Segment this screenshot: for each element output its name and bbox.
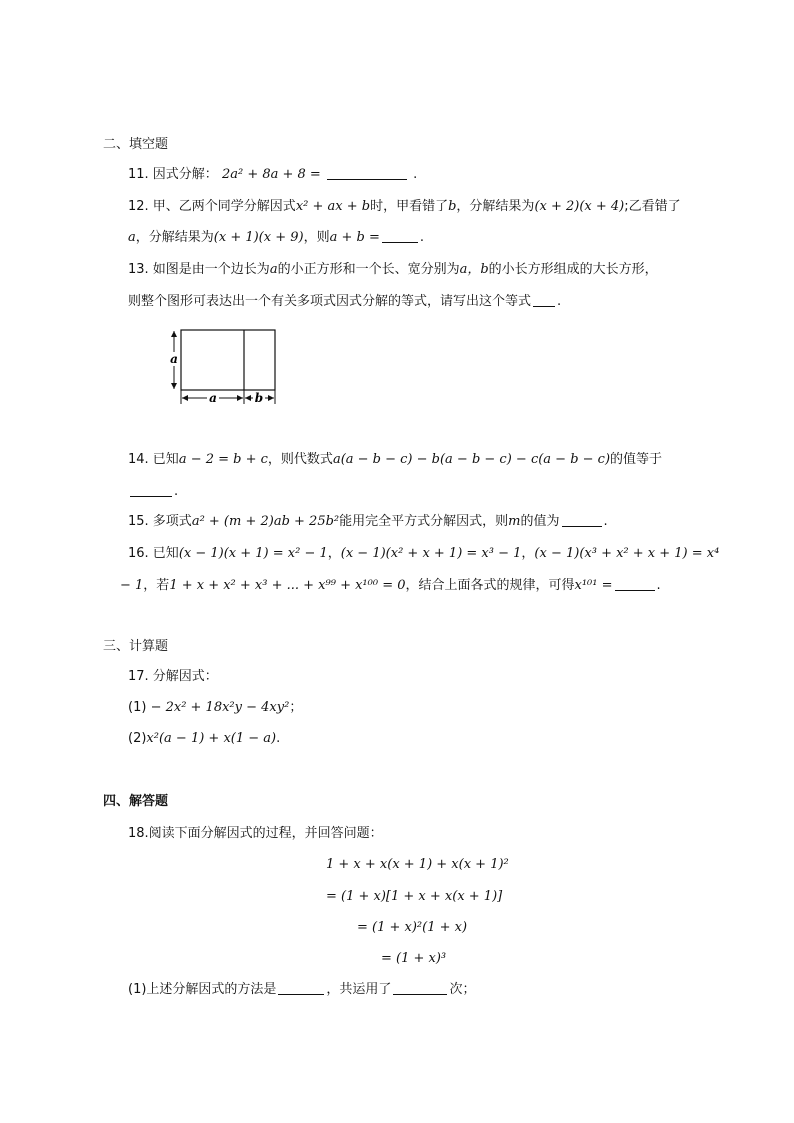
- q17-punctuation: ；: [289, 700, 303, 715]
- q15-text: 能用完全平方式分解因式，则: [339, 514, 509, 529]
- q12-result-b: (x + 1)(x + 9): [213, 230, 304, 245]
- q12-result-a: (x + 2)(x + 4): [534, 199, 625, 214]
- q17-part-label: (1): [128, 700, 147, 715]
- q14-text: 的值等于: [610, 452, 663, 467]
- q12-text: ，则: [303, 230, 330, 245]
- q18-step-3: = (1 + x)²(1 + x): [357, 920, 468, 935]
- q12-text: ;乙看错了: [624, 199, 681, 214]
- q11-label: 11. 因式分解：: [128, 167, 218, 182]
- section-heading-calculation: 三、计算题: [103, 639, 169, 654]
- answer-blank[interactable]: [393, 982, 447, 995]
- q11-expression: 2a² + 8a + 8 =: [221, 167, 321, 182]
- q15-polynomial: a² + (m + 2)ab + 25b²: [191, 514, 340, 529]
- figure-label-a-bottom: a: [209, 391, 217, 405]
- question-17-title: 17. 分解因式：: [128, 669, 218, 684]
- question-14-line-2: [128, 483, 178, 501]
- q17-punctuation: .: [276, 731, 281, 746]
- arrow-left-icon: [245, 395, 251, 401]
- q14-text: 14. 已知: [128, 452, 179, 467]
- q17-part-label: (2): [128, 731, 147, 746]
- question-12-line-1: [128, 198, 681, 216]
- q12-sum: a + b =: [329, 230, 380, 245]
- q16-text: ，若: [143, 578, 170, 593]
- rectangle-figure: [160, 328, 290, 410]
- q18-text: 次；: [449, 982, 476, 997]
- question-16-line-1: [128, 545, 719, 563]
- answer-blank[interactable]: [562, 514, 602, 527]
- q13-period: .: [557, 294, 562, 309]
- arrow-right-icon: [268, 395, 274, 401]
- q16-sum-expression: 1 + x + x² + x³ + ... + x⁹⁹ + x¹⁰⁰ = 0: [169, 578, 406, 593]
- q12-text: ，分解结果为: [456, 199, 535, 214]
- q17-expression-2: x²(a − 1) + x(1 − a): [146, 731, 277, 746]
- answer-blank[interactable]: [615, 578, 655, 591]
- q18-step-2: = (1 + x)[1 + x + x(x + 1)]: [326, 889, 503, 904]
- q13-var-a: a: [269, 262, 278, 277]
- q13-text: 的小长方形组成的大长方形，: [488, 262, 658, 277]
- q18-step-4: = (1 + x)³: [381, 951, 447, 966]
- q13-text: 则整个图形可表达出一个有关多项式因式分解的等式，请写出这个等式: [128, 294, 532, 309]
- big-rectangle: [181, 330, 275, 390]
- question-18-part-1: [128, 981, 475, 999]
- q18-text: ，共运用了: [326, 982, 392, 997]
- q14-expression: a(a − b − c) − b(a − b − c) − c(a − b − c): [332, 452, 611, 467]
- section-heading-fill-blank: 二、填空题: [103, 137, 169, 152]
- q14-condition: a − 2 = b + c: [178, 452, 268, 467]
- q18-text: (1)上述分解因式的方法是: [128, 982, 277, 997]
- q12-period: .: [419, 230, 425, 245]
- question-13-line-2: [128, 293, 561, 311]
- q16-result: x¹⁰¹ =: [574, 578, 613, 593]
- q13-var-ab: a，b: [459, 262, 489, 277]
- question-12-line-2: [128, 229, 424, 247]
- q15-text: 15. 多项式: [128, 514, 192, 529]
- figure-label-a-side: a: [170, 352, 178, 366]
- arrow-left-icon: [182, 395, 188, 401]
- q16-separator: ，: [327, 546, 341, 561]
- question-13-line-1: [128, 261, 658, 279]
- arrow-down-icon: [171, 383, 177, 389]
- q13-text: 13. 如图是由一个边长为: [128, 262, 270, 277]
- arrow-up-icon: [171, 331, 177, 337]
- q12-var-a: a: [128, 230, 136, 245]
- q14-period: .: [174, 484, 179, 499]
- answer-blank[interactable]: [382, 230, 418, 243]
- answer-blank[interactable]: [327, 167, 407, 180]
- q16-period: .: [656, 578, 661, 593]
- q16-identity-2: (x − 1)(x² + x + 1) = x³ − 1: [340, 546, 522, 561]
- figure-label-b-bottom: b: [254, 391, 264, 405]
- question-11: [128, 166, 417, 184]
- question-17-part-1: [128, 699, 302, 717]
- q12-text: 12. 甲、乙两个同学分解因式: [128, 199, 296, 214]
- q14-text: ，则代数式: [267, 452, 333, 467]
- q16-identity-3: (x − 1)(x³ + x² + x + 1) = x⁴: [534, 546, 720, 561]
- q16-continuation: − 1: [120, 578, 144, 593]
- q16-identity-1: (x − 1)(x + 1) = x² − 1: [178, 546, 328, 561]
- arrow-right-icon: [237, 395, 243, 401]
- q16-text: ，结合上面各式的规律，可得: [405, 578, 575, 593]
- q17-expression-1: − 2x² + 18x²y − 4xy²: [150, 700, 290, 715]
- question-15: [128, 513, 608, 531]
- q15-text: 的值为: [520, 514, 560, 529]
- q12-text: 时，甲看错了: [370, 199, 449, 214]
- q16-separator: ，: [521, 546, 535, 561]
- q15-var-m: m: [508, 514, 521, 529]
- question-18-title: 18.阅读下面分解因式的过程，并回答问题：: [128, 826, 383, 841]
- q16-text: 16. 已知: [128, 546, 179, 561]
- q12-polynomial: x² + ax + b: [295, 199, 371, 214]
- section-heading-answer: 四、解答题: [103, 794, 169, 809]
- q12-text: ，分解结果为: [135, 230, 214, 245]
- q18-step-1: 1 + x + x(x + 1) + x(x + 1)²: [326, 857, 509, 872]
- answer-blank[interactable]: [533, 294, 555, 307]
- answer-blank[interactable]: [130, 484, 172, 497]
- answer-blank[interactable]: [278, 982, 324, 995]
- question-17-part-2: [128, 730, 280, 748]
- q13-text: 的小正方形和一个长、宽分别为: [277, 262, 460, 277]
- question-14-line-1: [128, 451, 662, 469]
- question-16-line-2: [120, 577, 661, 595]
- q12-var-b: b: [448, 199, 457, 214]
- q15-period: .: [603, 514, 608, 529]
- q11-period: .: [413, 167, 418, 182]
